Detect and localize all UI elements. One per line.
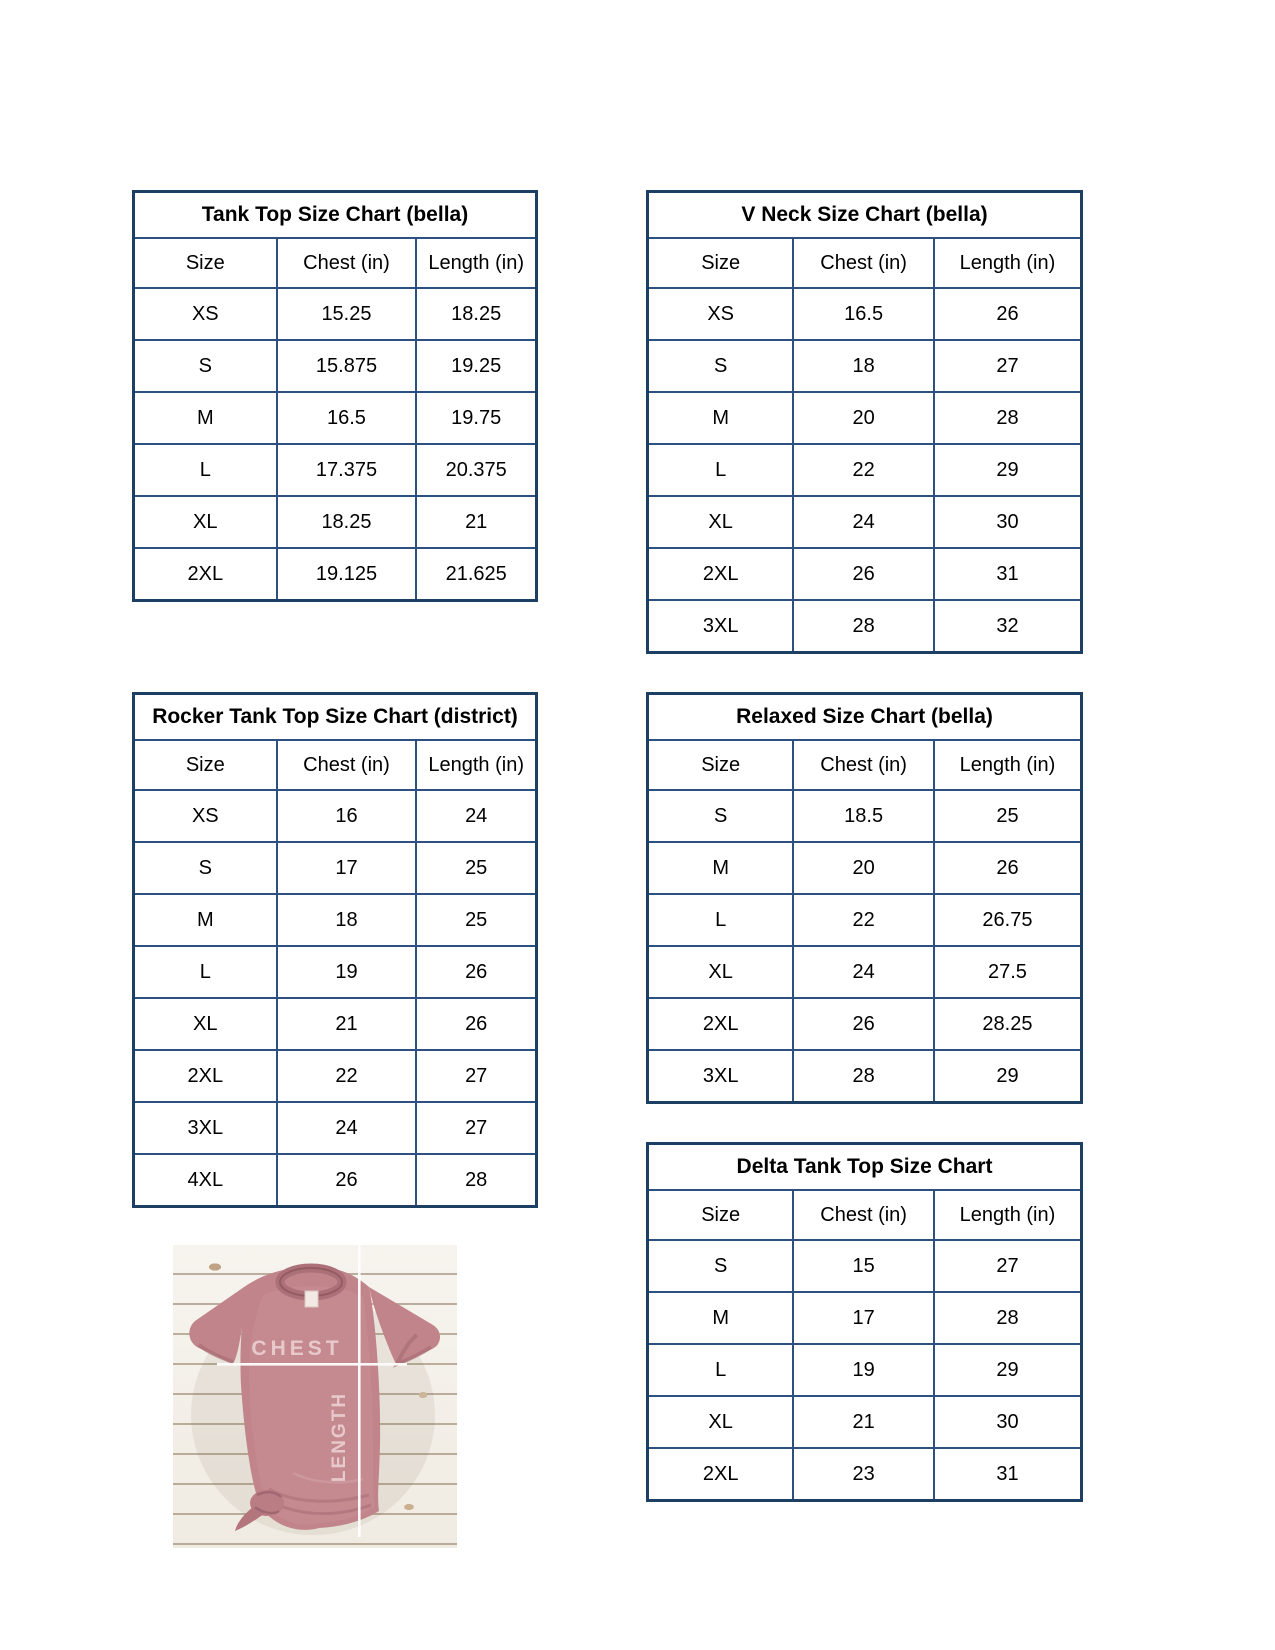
table-title: Delta Tank Top Size Chart (648, 1144, 1082, 1191)
size-cell: XS (134, 790, 277, 842)
size-table (646, 692, 1083, 1104)
column-header: Chest (in) (277, 238, 417, 288)
column-header: Chest (in) (793, 740, 934, 790)
chest-cell: 16.5 (277, 392, 417, 444)
table-row (134, 496, 537, 548)
chest-cell: 19 (793, 1344, 934, 1396)
table-row (648, 1396, 1082, 1448)
table-row (134, 392, 537, 444)
chest-cell: 21 (793, 1396, 934, 1448)
size-cell: L (648, 894, 794, 946)
length-cell: 28 (416, 1154, 536, 1207)
length-cell: 27 (934, 1240, 1082, 1292)
chest-cell: 16 (277, 790, 417, 842)
table-row (134, 444, 537, 496)
length-cell: 28 (934, 1292, 1082, 1344)
chest-cell: 20 (793, 842, 934, 894)
size-table (646, 190, 1083, 654)
column-header: Chest (in) (793, 1190, 934, 1240)
chest-cell: 21 (277, 998, 417, 1050)
size-cell: XS (648, 288, 794, 340)
size-cell: 3XL (134, 1102, 277, 1154)
table-row (648, 496, 1082, 548)
table-row (134, 894, 537, 946)
collar-size-tag (305, 1291, 318, 1307)
size-cell: 2XL (648, 998, 794, 1050)
table-row (648, 600, 1082, 653)
size-cell: S (134, 842, 277, 894)
table-row (648, 340, 1082, 392)
length-cell: 27 (416, 1102, 536, 1154)
size-cell: XL (134, 998, 277, 1050)
table-title: Relaxed Size Chart (bella) (648, 694, 1082, 741)
size-cell: 2XL (134, 548, 277, 601)
length-label: LENGTH (329, 1391, 350, 1483)
size-cell: 4XL (134, 1154, 277, 1207)
size-cell: M (648, 842, 794, 894)
length-cell: 29 (934, 1050, 1082, 1103)
column-header: Size (648, 238, 794, 288)
tank-top-size-table (132, 190, 538, 602)
chest-cell: 15.875 (277, 340, 417, 392)
chest-cell: 18 (793, 340, 934, 392)
table-title: Rocker Tank Top Size Chart (district) (134, 694, 537, 741)
chest-cell: 17.375 (277, 444, 417, 496)
size-table (646, 1142, 1083, 1502)
chest-cell: 28 (793, 1050, 934, 1103)
column-header: Length (in) (416, 238, 536, 288)
table-row (134, 340, 537, 392)
length-measure-line (358, 1245, 361, 1537)
size-cell: XL (648, 1396, 794, 1448)
size-cell: L (134, 946, 277, 998)
column-header: Chest (in) (277, 740, 417, 790)
length-cell: 25 (934, 790, 1082, 842)
chest-cell: 28 (793, 600, 934, 653)
chest-cell: 23 (793, 1448, 934, 1501)
length-cell: 21.625 (416, 548, 536, 601)
table-row (134, 548, 537, 601)
size-cell: M (134, 392, 277, 444)
size-cell: M (648, 1292, 794, 1344)
size-cell: L (648, 444, 794, 496)
size-cell: L (648, 1344, 794, 1396)
size-cell: M (134, 894, 277, 946)
size-cell: S (648, 1240, 794, 1292)
column-header: Length (in) (416, 740, 536, 790)
length-cell: 26 (934, 842, 1082, 894)
table-row (134, 288, 537, 340)
length-cell: 19.25 (416, 340, 536, 392)
size-cell: 2XL (134, 1050, 277, 1102)
length-cell: 20.375 (416, 444, 536, 496)
table-row (134, 1050, 537, 1102)
size-cell: XS (134, 288, 277, 340)
chest-cell: 24 (793, 496, 934, 548)
size-cell: S (648, 790, 794, 842)
table-title: V Neck Size Chart (bella) (648, 192, 1082, 239)
tshirt-illustration (173, 1245, 457, 1548)
table-row (134, 1102, 537, 1154)
column-header: Length (in) (934, 1190, 1082, 1240)
column-header: Length (in) (934, 740, 1082, 790)
size-cell: XL (648, 496, 794, 548)
table-row (648, 894, 1082, 946)
chest-cell: 18.5 (793, 790, 934, 842)
chest-cell: 26 (793, 548, 934, 600)
size-cell: 3XL (648, 600, 794, 653)
length-cell: 28 (934, 392, 1082, 444)
length-cell: 30 (934, 496, 1082, 548)
table-row (648, 1448, 1082, 1501)
length-cell: 27 (934, 340, 1082, 392)
chest-cell: 22 (793, 444, 934, 496)
column-header: Size (648, 740, 794, 790)
size-cell: M (648, 392, 794, 444)
shirt-highlight (249, 1286, 375, 1524)
table-row (134, 790, 537, 842)
chest-cell: 26 (277, 1154, 417, 1207)
chest-measure-line (217, 1363, 407, 1366)
chest-cell: 15.25 (277, 288, 417, 340)
length-cell: 27.5 (934, 946, 1082, 998)
table-row (648, 998, 1082, 1050)
size-cell: 2XL (648, 1448, 794, 1501)
table-row (134, 842, 537, 894)
length-cell: 28.25 (934, 998, 1082, 1050)
chest-cell: 20 (793, 392, 934, 444)
table-row (648, 1240, 1082, 1292)
chest-cell: 17 (793, 1292, 934, 1344)
size-cell: 3XL (648, 1050, 794, 1103)
chest-cell: 22 (277, 1050, 417, 1102)
length-cell: 27 (416, 1050, 536, 1102)
table-row (648, 842, 1082, 894)
length-cell: 18.25 (416, 288, 536, 340)
length-cell: 31 (934, 548, 1082, 600)
size-cell: 2XL (648, 548, 794, 600)
length-cell: 25 (416, 842, 536, 894)
table-row (648, 288, 1082, 340)
length-cell: 30 (934, 1396, 1082, 1448)
rocker-tank-top-size-table (132, 692, 538, 1208)
size-cell: S (134, 340, 277, 392)
chest-cell: 18.25 (277, 496, 417, 548)
length-cell: 29 (934, 1344, 1082, 1396)
table-row (134, 998, 537, 1050)
chest-cell: 19 (277, 946, 417, 998)
length-cell: 26.75 (934, 894, 1082, 946)
column-header: Size (648, 1190, 794, 1240)
length-cell: 24 (416, 790, 536, 842)
chest-cell: 18 (277, 894, 417, 946)
length-cell: 29 (934, 444, 1082, 496)
chest-cell: 15 (793, 1240, 934, 1292)
table-row (648, 1344, 1082, 1396)
size-cell: XL (648, 946, 794, 998)
chest-cell: 17 (277, 842, 417, 894)
size-cell: S (648, 340, 794, 392)
chest-cell: 26 (793, 998, 934, 1050)
size-table (132, 692, 538, 1208)
table-row (134, 1154, 537, 1207)
table-row (648, 1292, 1082, 1344)
column-header: Size (134, 740, 277, 790)
delta-tank-top-size-table (646, 1142, 1083, 1502)
column-header: Length (in) (934, 238, 1082, 288)
length-cell: 26 (934, 288, 1082, 340)
chest-cell: 16.5 (793, 288, 934, 340)
length-cell: 31 (934, 1448, 1082, 1501)
length-cell: 21 (416, 496, 536, 548)
column-header: Size (134, 238, 277, 288)
length-cell: 25 (416, 894, 536, 946)
table-row (648, 946, 1082, 998)
size-table (132, 190, 538, 602)
table-row (648, 790, 1082, 842)
chest-cell: 24 (793, 946, 934, 998)
length-cell: 32 (934, 600, 1082, 653)
table-row (648, 1050, 1082, 1103)
chest-cell: 24 (277, 1102, 417, 1154)
table-row (648, 392, 1082, 444)
table-row (134, 946, 537, 998)
column-header: Chest (in) (793, 238, 934, 288)
table-row (648, 548, 1082, 600)
chest-cell: 22 (793, 894, 934, 946)
length-cell: 26 (416, 998, 536, 1050)
v-neck-size-table (646, 190, 1083, 654)
length-cell: 19.75 (416, 392, 536, 444)
table-row (648, 444, 1082, 496)
length-cell: 26 (416, 946, 536, 998)
chest-label: CHEST (251, 1337, 343, 1360)
size-cell: L (134, 444, 277, 496)
relaxed-size-table (646, 692, 1083, 1104)
shirt-measurement-photo (173, 1245, 457, 1548)
table-title: Tank Top Size Chart (bella) (134, 192, 537, 239)
size-cell: XL (134, 496, 277, 548)
chest-cell: 19.125 (277, 548, 417, 601)
